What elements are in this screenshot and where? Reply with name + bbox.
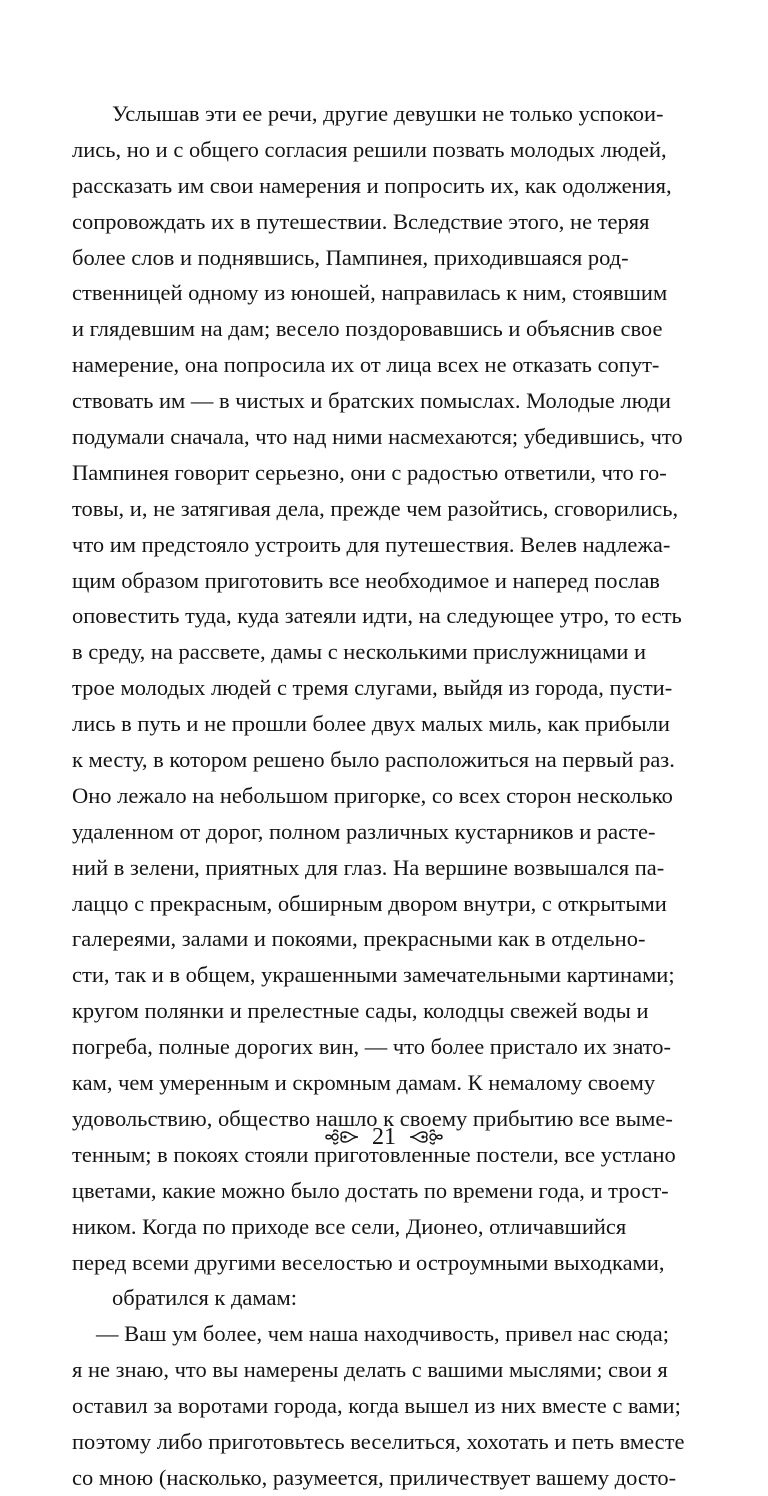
- body-text: [72, 96, 698, 1496]
- text-line: что им предстояло устроить для путешествия. Велев надлежа-: [72, 531, 671, 557]
- text-line: к месту, в котором решено было расположиться на первый раз.: [72, 747, 675, 773]
- text-line: кругом полянки и прелестные сады, колодцы свежей воды и: [72, 998, 649, 1024]
- text-line: ником. Когда по приходе все сели, Дионео, отличавшийся: [72, 1213, 627, 1239]
- text-line: Оно лежало на небольшом пригорке, со всех сторон несколько: [72, 782, 673, 808]
- text-line: товы, и, не затягивая дела, прежде чем разойтись, сговорились,: [72, 495, 679, 521]
- text-line: ственницей одному из юношей, направилась к ним, стоявшим: [72, 280, 668, 306]
- text-line: ствовать им — в чистых и братских помыслах. Молодые люди: [72, 388, 671, 414]
- text-line: оповестить туда, куда затеяли идти, на следующее утро, то есть: [72, 603, 682, 629]
- fleuron-ornament-right-icon: [408, 1126, 444, 1148]
- text-line: сти, так и в общем, украшенными замечательными картинами;: [72, 962, 675, 988]
- text-line: намерение, она попросила их от лица всех не отказать сопут-: [72, 352, 660, 378]
- page-number: 21: [372, 1123, 396, 1150]
- text-line: — Ваш ум более, чем наша находчивость, привел нас сюда;: [96, 1321, 669, 1347]
- text-line: и глядевшим на дам; весело поздоровавшись и объяснив свое: [72, 316, 663, 342]
- text-line: Пампинея говорит серьезно, они с радостью ответили, что го-: [72, 459, 667, 485]
- text-line: поэтому либо приготовьтесь веселиться, хохотать и петь вместе: [72, 1428, 685, 1454]
- text-line: обратился к дамам:: [112, 1285, 297, 1311]
- text-line: тенным; в покоях стояли приготовленные постели, все устлано: [72, 1141, 676, 1167]
- text-line: перед всеми другими веселостью и остроумными выходками,: [72, 1249, 665, 1275]
- text-line: погреба, полные дорогих вин, — что более пристало их знато-: [72, 1034, 672, 1060]
- text-line: цветами, какие можно было достать по времени года, и трост-: [72, 1177, 669, 1203]
- fleuron-ornament-left-icon: [324, 1126, 360, 1148]
- text-line: кам, чем умеренным и скромным дамам. К немалому своему: [72, 1070, 656, 1096]
- text-line: оставил за воротами города, когда вышел из них вместе с вами;: [72, 1393, 681, 1419]
- text-line: галереями, залами и покоями, прекрасными как в отдельно-: [72, 926, 646, 952]
- text-line: рассказать им свои намерения и попросить их, как одолжения,: [72, 172, 672, 198]
- text-line: подумали сначала, что над ними насмехаются; убедившись, что: [72, 424, 683, 450]
- text-line: я не знаю, что вы намерены делать с вашими мыслями; свои я: [72, 1357, 668, 1383]
- text-line: ний в зелени, приятных для глаз. На вершине возвышался па-: [72, 854, 665, 880]
- text-line: щим образом приготовить все необходимое и наперед послав: [72, 567, 660, 593]
- text-line: трое молодых людей с тремя слугами, выйдя из города, пусти-: [72, 675, 673, 701]
- text-line: лись в путь и не прошли более двух малых миль, как прибыли: [72, 711, 670, 737]
- text-line: удовольствию, общество нашло к своему прибытию все выме-: [72, 1105, 673, 1131]
- text-line: более слов и поднявшись, Пампинея, приходившаяся род-: [72, 244, 629, 270]
- text-line: сопровождать их в путешествии. Вследствие этого, не теряя: [72, 208, 650, 234]
- text-line: Услышав эти ее речи, другие девушки не только успокои-: [112, 101, 664, 126]
- text-line: лись, но и с общего согласия решили позвать молодых людей,: [72, 136, 667, 162]
- text-line: в среду, на рассвете, дамы с несколькими прислужницами и: [72, 639, 647, 665]
- text-line: со мною (насколько, разумеется, приличествует вашему досто-: [72, 1464, 677, 1490]
- page-footer: [0, 1119, 768, 1155]
- text-line: удаленном от дорог, полном различных кустарников и расте-: [72, 818, 656, 844]
- text-line: лаццо с прекрасным, обширным двором внутри, с открытыми: [72, 890, 667, 916]
